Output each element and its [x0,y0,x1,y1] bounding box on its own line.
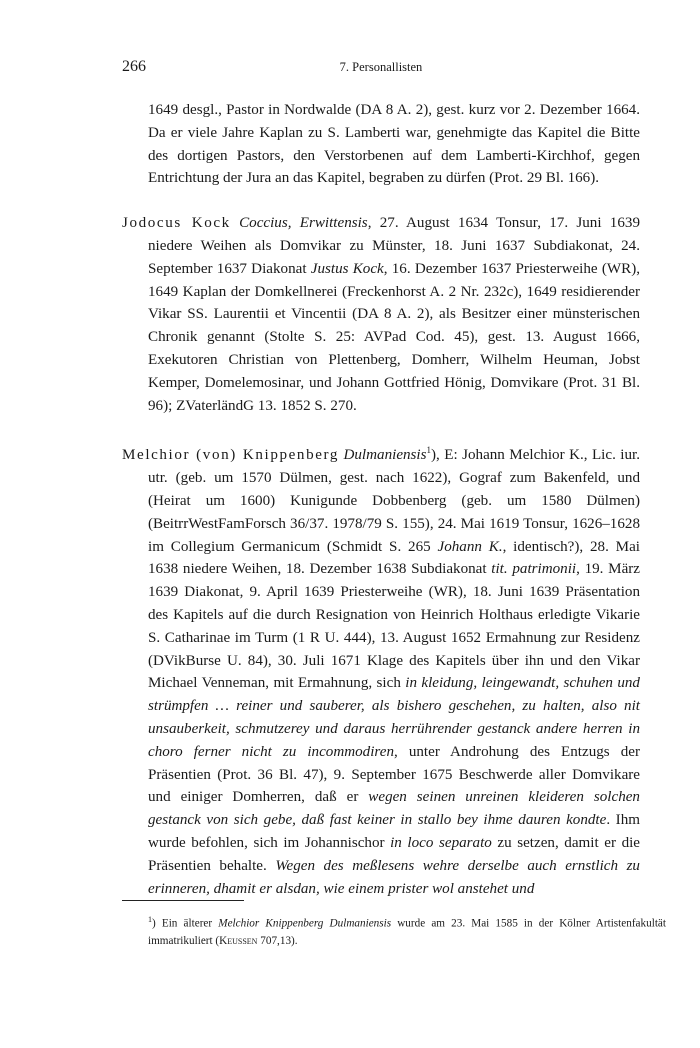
footnote: $^1$) Ein älterer Melchior Knippenberg Dulmaniensis wurde am 23. Mai 1585 in der Kölner Artistenfakultät immatrikuliert (Keussen 707,13). [148,915,666,947]
entry-text: , identisch?), 28. Mai 1638 niedere Weihen, 18. Dezember 1638 Subdiakonat [148,538,640,578]
entry-text: 1649 desgl., Pastor in Nordwalde (DA 8 A. 2), gest. kurz vor 2. Dezember 1664. Da er viele Jahre Kaplan zu S. Lamberti war, genehmigte das Kapitel die Bitte des dortigen Pastors, den Verstorbenen auf dem Lamberti-Kirchhof, gegen Entrichtung der Jura an das Kapitel, begraben zu dürfen (Prot. 29 Bl. 166). [148,102,640,187]
entry-italic: Justus Kock [310,260,384,277]
running-header [122,58,640,80]
entry-quote: Wegen des meßlesens wehre derselbe auch ernstlich zu erinneren, dhamit er alsdan, wie einem prister wol anstehet und [148,857,640,897]
entry-text: , 27. August 1634 Tonsur, 17. Juni 1639 niedere Weihen als Domvikar zu Münster, 18. Juni 1637 Subdiakonat, 24. September 1637 Diakonat [148,215,640,277]
footnote-number: 1 [148,915,152,924]
entry-name: Jodocus Kock [122,215,231,232]
entry-text: . Ihm wurde befohlen, sich im Johannischor [148,812,640,851]
entry-continuation [122,99,640,190]
citation-author: Keussen [219,934,258,947]
entry-text: , 16. Dezember 1637 Priesterweihe (WR), 1649 Kaplan der Domkellnerei (Freckenhorst A. 2 Nr. 232c), 1649 residierender Vikar SS. Laurentii et Vincentii (DA 8 A. 2), als Besitzer einer münsterischen Chronik genannt (Stolte S. 25: AVPad Cod. 45), gest. 13. August 1666, Exekutoren Christian von Plettenberg, Domherr, Wilhelm Heuman, Jobst Kemper, Domelemosinar, und Johann Gottfried Hönig, Domvikare (Prot. 31 Bl. 96); ZVaterländG 13. 1852 S. 270. [148,260,640,414]
entry-italic: Johann K. [437,538,503,555]
entry-text: , unter Androhung des Entzugs der Präsentien (Prot. 36 Bl. 47), 9. September 1675 Beschwerde aller Domvikare und einiger Domherren, daß er [148,743,640,806]
entry-jodocus-kock [122,212,640,417]
entry-latin-name: Dulmaniensis [343,447,427,464]
entry-melchior-knippenberg [122,439,640,900]
entry-text: zu setzen, damit er die Präsentien behalte. [148,834,641,874]
footnote-separator [122,900,244,901]
entry-italic: tit. patrimonii [491,561,577,578]
entry-italic: in loco separato [390,834,492,851]
entry-text: , 19. März 1639 Diakonat, 9. April 1639 Priesterweihe (WR), 18. Juni 1639 Präsentation des Kapitels auf die durch Resignation von Heinrich Holthaus erledigte Vikarie S. Catharinae im Turm (1 R U. 444), 13. August 1652 Ermahnung zur Residenz (DVikBurse U. 84), 30. Juli 1671 Klage des Kapitels über ihn und den Vikar Michael Venneman, mit Ermahnung, sich [148,561,640,692]
entry-quote: wegen seinen unreinen kleideren solchen gestanck von sich gebe, daß fast keiner in stallo bey ihme dauren kondte [148,789,640,829]
entry-name: Melchior (von) Knippenberg [122,447,340,464]
entry-latin-name: Coccius, Erwittensis [239,215,368,232]
page-body [122,99,640,900]
running-title: 7. Personallisten [339,60,423,74]
footnote-marker[interactable]: 1 [426,445,431,456]
entry-text: ), E: Johann Melchior K., Lic. iur. utr. (geb. um 1570 Dülmen, gest. nach 1622), Gograf zum Bakenfeld, und (Heirat um 1600) Kunigunde Dobbenberg (geb. um 1580 Dülmen) (BeitrrWestFamForsch 36/37. 1978/79 S. 155), 24. Mai 1619 Tonsur, 1626–1628 im Collegium Germanicum (Schmidt S. 265 [148,447,640,555]
page-number: 266 [122,58,146,75]
entry-quote: in kleidung, leingewandt, schuhen und strümpfen … reiner und sauberer, als bishero geschehen, zu halten, also nit unsauberkeit, schmutzerey und daraus herrührender gestanck andere herren in choro ferner nicht zu incommodiren [148,675,640,760]
